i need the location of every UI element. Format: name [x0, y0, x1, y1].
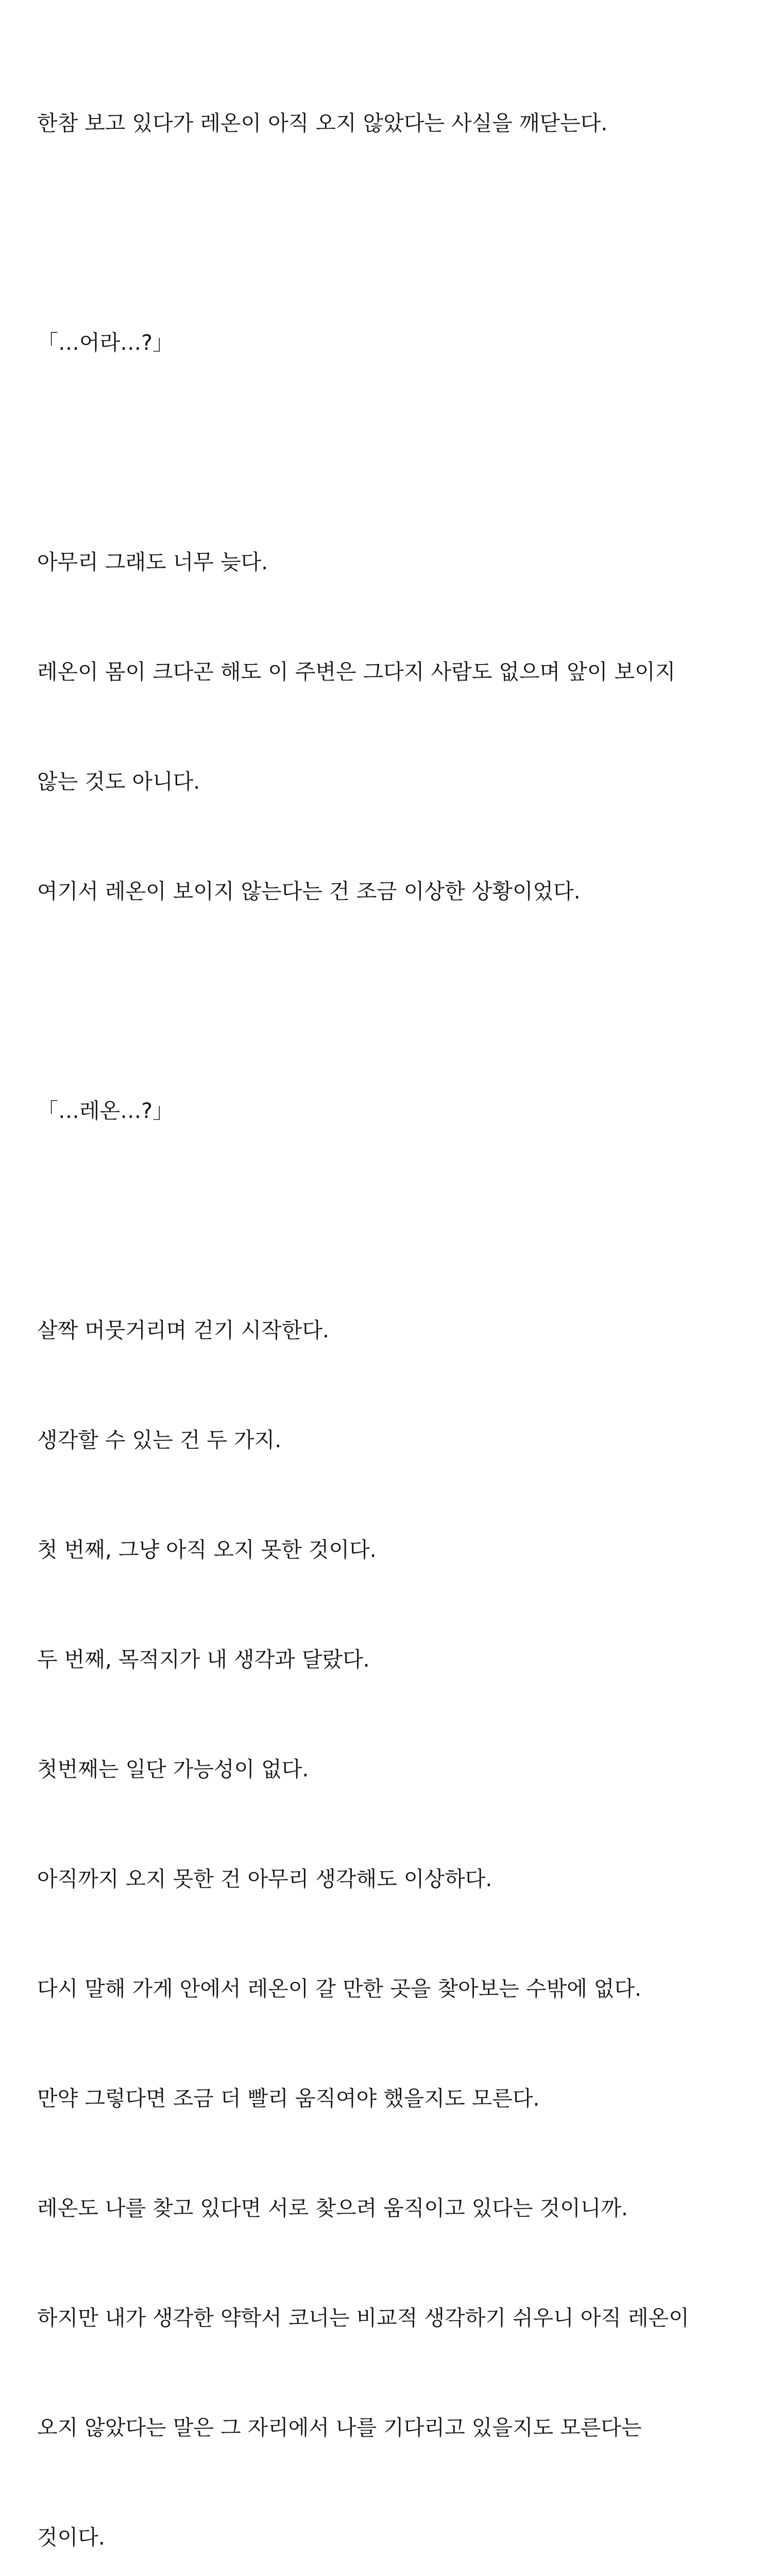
blank-line — [37, 434, 758, 471]
text-line: 살짝 머뭇거리며 걷기 시작한다. — [37, 1318, 330, 1343]
text-line: 두 번째, 목적지가 내 생각과 달랐다. — [37, 1647, 370, 1672]
dialogue-line: 「…어라…?」 — [37, 330, 174, 355]
document-text — [37, 32, 758, 2576]
text-line: 만약 그렇다면 조금 더 빨리 움직여야 했을지도 모른다. — [37, 2086, 540, 2111]
blank-line — [37, 215, 758, 251]
blank-line — [37, 983, 758, 1020]
text-line: 것이다. — [37, 2525, 105, 2550]
text-line: 생각할 수 있는 건 두 가지. — [37, 1428, 282, 1452]
text-line: 다시 말해 가게 안에서 레온이 갈 만한 곳을 찾아보는 수밖에 없다. — [37, 1976, 642, 2001]
text-line: 한참 보고 있다가 레온이 아직 오지 않았다는 사실을 깨닫는다. — [37, 111, 608, 135]
text-line: 첫번째는 일단 가능성이 없다. — [37, 1757, 309, 1782]
text-line: 여기서 레온이 보이지 않는다는 건 조금 이상한 상황이었다. — [37, 879, 581, 904]
text-line: 오지 않았다는 말은 그 자리에서 나를 기다리고 있을지도 모른다는 — [37, 2415, 642, 2440]
text-line: 하지만 내가 생각한 약학서 코너는 비교적 생각하기 쉬우니 아직 레온이 — [37, 2306, 689, 2330]
blank-line — [37, 1202, 758, 1239]
text-line: 아무리 그래도 너무 늦다. — [37, 550, 268, 574]
text-line: 첫 번째, 그냥 아직 오지 못한 것이다. — [37, 1537, 377, 1562]
dialogue-line: 「…레온…?」 — [37, 1098, 174, 1123]
text-line: 레온도 나를 찾고 있다면 서로 찾으려 움직이고 있다는 것이니까. — [37, 2196, 628, 2221]
text-line: 레온이 몸이 크다곤 해도 이 주변은 그다지 사람도 없으며 앞이 보이지 — [37, 659, 676, 684]
text-line: 않는 것도 아니다. — [37, 769, 200, 794]
text-line: 아직까지 오지 못한 건 아무리 생각해도 이상하다. — [37, 1867, 492, 1891]
